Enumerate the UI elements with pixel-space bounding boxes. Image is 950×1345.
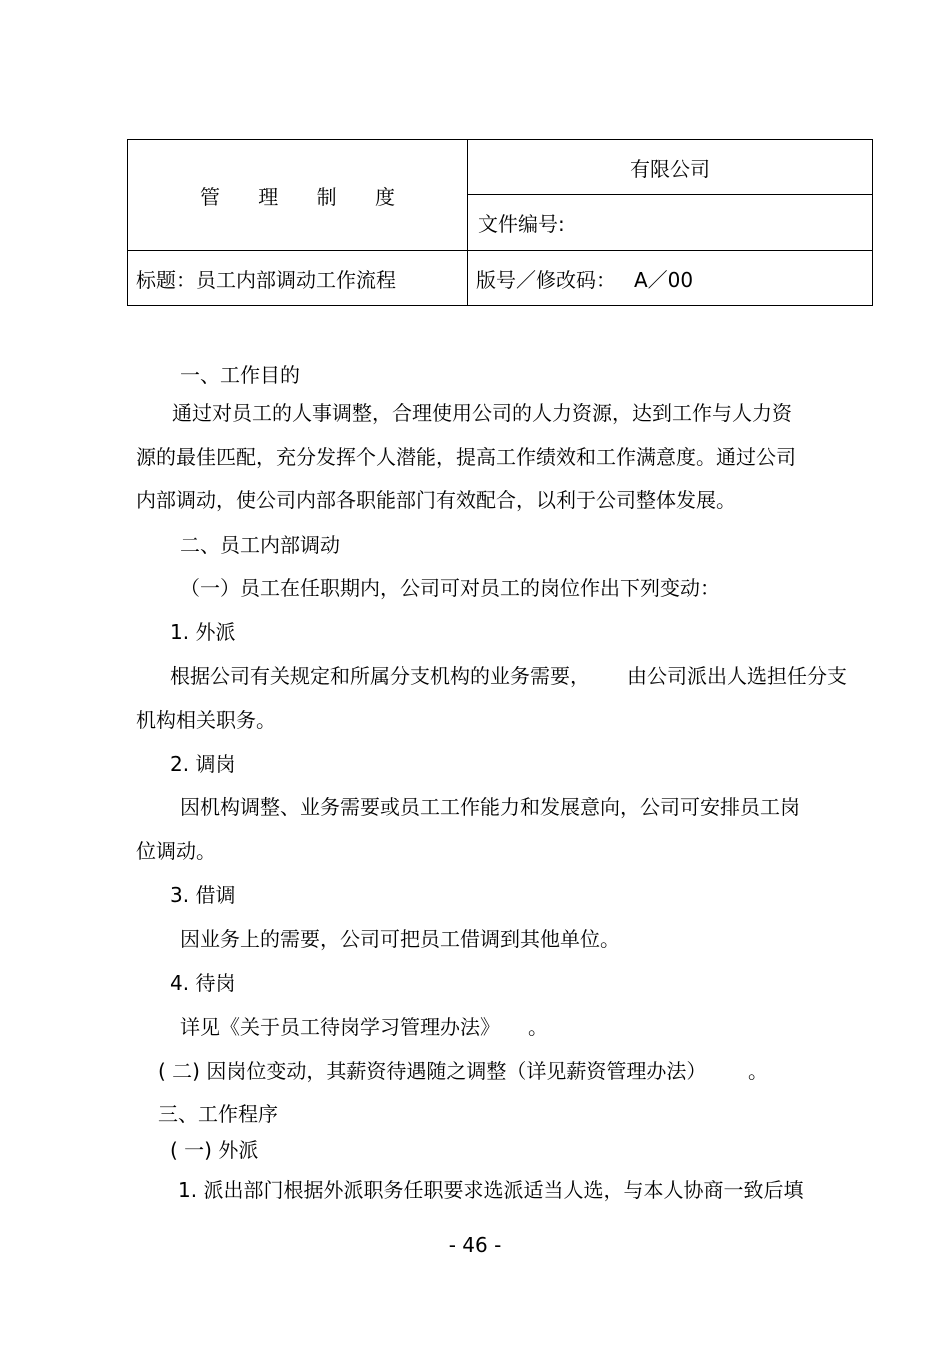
version-value: A／00 — [634, 267, 694, 292]
paragraph-line: 内部调动，使公司内部各职能部门有效配合，以利于公司整体发展。 — [136, 488, 736, 512]
paragraph-line: 由公司派出人选担任分支 — [627, 664, 847, 688]
paragraph-line: 通过对员工的人事调整，合理使用公司的人力资源，达到工作与人力资 — [172, 401, 792, 425]
section-heading: 三、工作程序 — [158, 1102, 278, 1126]
paragraph-line: 根据公司有关规定和所属分支机构的业务需要， — [170, 664, 590, 688]
paragraph-line: 机构相关职务。 — [136, 708, 276, 732]
paragraph-line: 因业务上的需要，公司可把员工借调到其他单位。 — [180, 927, 620, 951]
item-heading: 3. 借调 — [170, 883, 236, 907]
paragraph-line: 。 — [528, 1015, 548, 1039]
document-title: 管 理 制 度 — [128, 140, 468, 251]
paragraph-line: 位调动。 — [136, 839, 216, 863]
subsection-heading: （一）员工在任职期内，公司可对员工的岗位作出下列变动： — [180, 576, 720, 600]
document-header-table — [127, 139, 873, 306]
paragraph-line: 1. 派出部门根据外派职务任职要求选派适当人选，与本人协商一致后填 — [178, 1178, 804, 1202]
page-number: - 46 - — [448, 1233, 502, 1257]
paragraph-line: 详见《关于员工待岗学习管理办法》 — [180, 1015, 500, 1039]
version-label: 版号／修改码： — [476, 267, 616, 292]
version-field — [468, 251, 873, 306]
paragraph-line: 。 — [748, 1059, 768, 1083]
paragraph-line: 因机构调整、业务需要或员工工作能力和发展意向，公司可安排员工岗 — [180, 795, 800, 819]
subsection-heading: ( 二) 因岗位变动，其薪资待遇随之调整（详见薪资管理办法） — [158, 1059, 707, 1083]
paragraph-line: 源的最佳匹配，充分发挥个人潜能，提高工作绩效和工作满意度。通过公司 — [136, 445, 796, 469]
item-heading: 4. 待岗 — [170, 971, 236, 995]
file-number-label: 文件编号: — [468, 195, 873, 251]
section-heading: 二、员工内部调动 — [180, 533, 340, 557]
item-heading: 1. 外派 — [170, 620, 236, 644]
section-heading: 一、工作目的 — [180, 363, 300, 387]
item-heading: 2. 调岗 — [170, 752, 236, 776]
document-subject: 标题：员工内部调动工作流程 — [128, 251, 468, 306]
company-name: 有限公司 — [468, 140, 873, 195]
subsection-heading: ( 一) 外派 — [170, 1138, 259, 1162]
